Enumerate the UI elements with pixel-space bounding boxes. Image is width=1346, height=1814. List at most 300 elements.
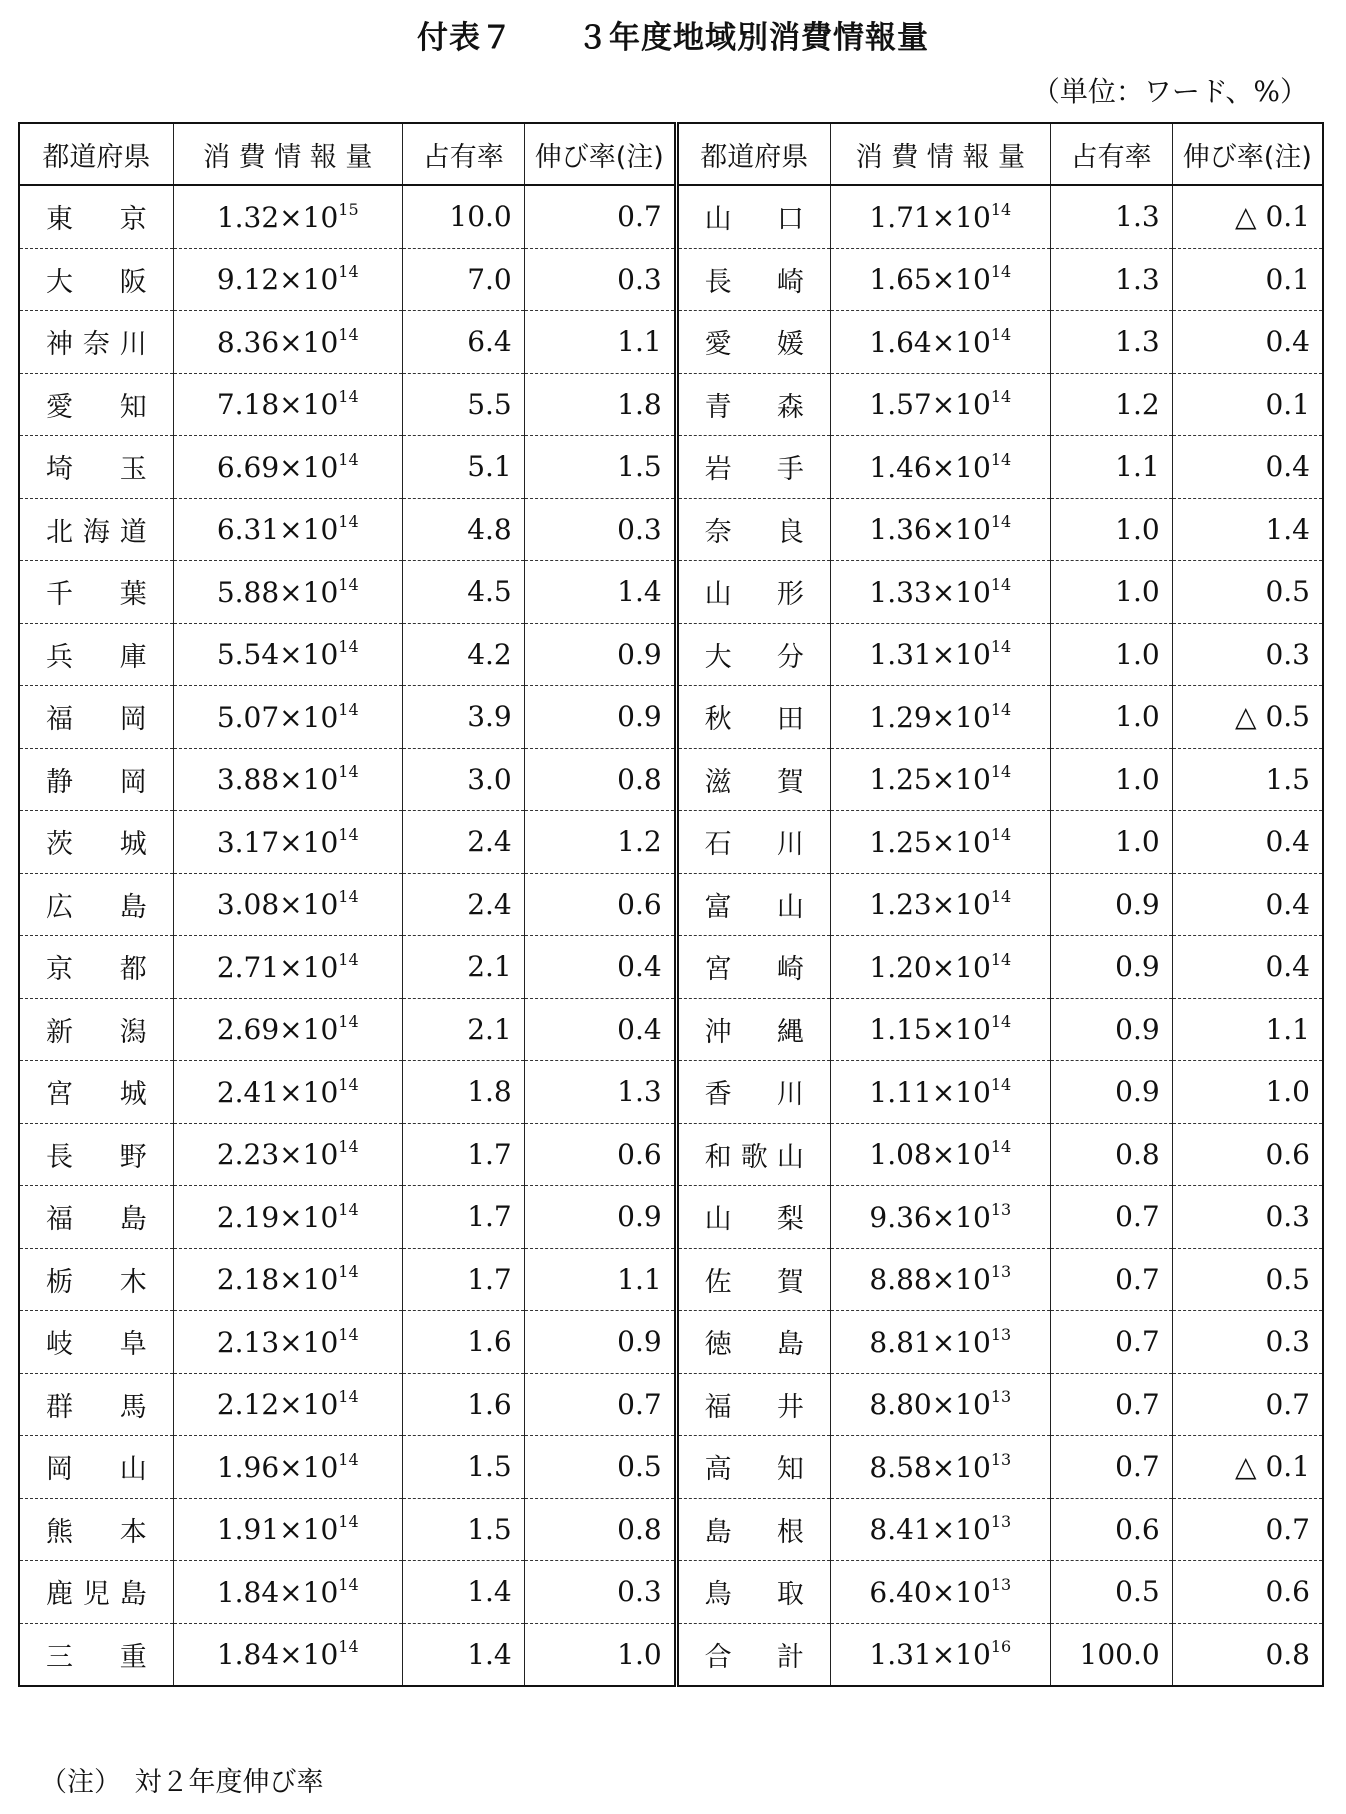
volume-exponent: 13 xyxy=(990,1262,1012,1282)
volume-mantissa: 1.29×10 xyxy=(869,700,991,734)
volume-mantissa: 8.58×10 xyxy=(869,1450,991,1484)
volume-cell xyxy=(830,373,1050,436)
volume-exponent: 14 xyxy=(338,574,359,594)
growth-cell: 0.7 xyxy=(524,1373,676,1436)
volume-mantissa: 2.18×10 xyxy=(216,1263,339,1297)
volume-exponent: 14 xyxy=(338,262,359,282)
volume-exponent: 14 xyxy=(338,1387,359,1407)
share-cell: 2.4 xyxy=(402,811,524,874)
volume-exponent: 14 xyxy=(338,1074,359,1094)
growth-cell: 0.4 xyxy=(524,998,676,1061)
table-row xyxy=(19,748,1323,811)
growth-cell: 0.5 xyxy=(1172,1248,1323,1311)
growth-cell: 0.4 xyxy=(1172,811,1323,874)
volume-mantissa: 1.36×10 xyxy=(869,513,991,547)
table-row xyxy=(19,811,1323,874)
prefecture-cell: 新潟 xyxy=(19,998,173,1061)
prefecture-cell: 岡山 xyxy=(19,1436,173,1499)
share-cell: 2.1 xyxy=(402,998,524,1061)
growth-cell: △ 0.5 xyxy=(1172,686,1323,749)
growth-cell: 0.3 xyxy=(1172,1311,1323,1374)
header-share-right: 占有率 xyxy=(1050,123,1172,185)
table-row xyxy=(19,623,1323,686)
growth-cell: 0.7 xyxy=(1172,1373,1323,1436)
table-row xyxy=(19,1123,1323,1186)
table-row xyxy=(19,1061,1323,1124)
volume-mantissa: 5.54×10 xyxy=(216,638,339,672)
table-title: 付表７ ３年度地域別消費情報量 xyxy=(417,20,929,56)
share-cell: 1.0 xyxy=(1050,623,1172,686)
prefecture-cell: 宮城 xyxy=(19,1061,173,1124)
volume-exponent: 14 xyxy=(990,887,1012,907)
growth-cell: 0.9 xyxy=(524,623,676,686)
header-growth-left: 伸び率(注) xyxy=(524,123,676,185)
table-row xyxy=(19,185,1323,248)
share-cell: 7.0 xyxy=(402,248,524,311)
volume-mantissa: 3.08×10 xyxy=(216,888,339,922)
share-cell: 0.8 xyxy=(1050,1123,1172,1186)
growth-cell: 1.1 xyxy=(1172,998,1323,1061)
volume-cell xyxy=(173,311,402,374)
volume-cell xyxy=(830,873,1050,936)
volume-exponent: 14 xyxy=(338,637,359,657)
table-row xyxy=(19,1436,1323,1499)
volume-exponent: 14 xyxy=(338,387,359,407)
prefecture-cell: 福井 xyxy=(676,1373,830,1436)
volume-mantissa: 1.25×10 xyxy=(869,763,991,797)
volume-mantissa: 3.88×10 xyxy=(216,763,339,797)
volume-cell xyxy=(173,811,402,874)
table-row xyxy=(19,436,1323,499)
share-cell: 1.6 xyxy=(402,1373,524,1436)
prefecture-cell: 香川 xyxy=(676,1061,830,1124)
volume-exponent: 16 xyxy=(990,1637,1012,1657)
volume-cell xyxy=(173,623,402,686)
volume-mantissa: 1.96×10 xyxy=(216,1450,339,1484)
header-pref-left: 都道府県 xyxy=(19,123,173,185)
prefecture-cell: 合計 xyxy=(676,1623,830,1686)
prefecture-cell: 広島 xyxy=(19,873,173,936)
volume-mantissa: 1.91×10 xyxy=(216,1513,339,1547)
volume-cell xyxy=(173,1123,402,1186)
prefecture-cell: 兵庫 xyxy=(19,623,173,686)
volume-cell xyxy=(173,1561,402,1624)
prefecture-cell: 滋賀 xyxy=(676,748,830,811)
volume-cell xyxy=(173,873,402,936)
volume-cell xyxy=(173,248,402,311)
volume-exponent: 14 xyxy=(990,324,1012,344)
share-cell: 1.5 xyxy=(402,1436,524,1499)
volume-mantissa: 2.19×10 xyxy=(216,1200,339,1234)
prefecture-cell: 北海道 xyxy=(19,498,173,561)
volume-cell xyxy=(173,748,402,811)
volume-mantissa: 2.69×10 xyxy=(216,1013,339,1047)
growth-cell: 1.1 xyxy=(524,311,676,374)
prefecture-cell: 奈良 xyxy=(676,498,830,561)
volume-mantissa: 1.11×10 xyxy=(869,1075,991,1109)
volume-exponent: 14 xyxy=(990,1012,1012,1032)
growth-cell: 0.5 xyxy=(524,1436,676,1499)
volume-mantissa: 1.15×10 xyxy=(869,1013,991,1047)
volume-exponent: 14 xyxy=(990,637,1012,657)
growth-cell: 0.8 xyxy=(1172,1623,1323,1686)
prefecture-cell: 岩手 xyxy=(676,436,830,499)
volume-mantissa: 1.84×10 xyxy=(216,1575,339,1609)
growth-cell: 0.5 xyxy=(1172,561,1323,624)
growth-cell: 0.3 xyxy=(524,248,676,311)
volume-mantissa: 2.71×10 xyxy=(216,950,339,984)
volume-cell xyxy=(173,436,402,499)
volume-cell xyxy=(173,1311,402,1374)
growth-cell: 1.4 xyxy=(1172,498,1323,561)
volume-exponent: 14 xyxy=(338,1199,359,1219)
volume-mantissa: 1.20×10 xyxy=(869,950,991,984)
volume-exponent: 14 xyxy=(338,762,359,782)
growth-cell: △ 0.1 xyxy=(1172,185,1323,248)
volume-cell xyxy=(830,1061,1050,1124)
table-row xyxy=(19,373,1323,436)
consumption-table xyxy=(18,122,1324,1687)
growth-cell: 1.5 xyxy=(1172,748,1323,811)
table-row xyxy=(19,686,1323,749)
volume-mantissa: 1.46×10 xyxy=(869,450,991,484)
volume-cell xyxy=(173,561,402,624)
prefecture-cell: 熊本 xyxy=(19,1498,173,1561)
growth-cell: 0.4 xyxy=(1172,873,1323,936)
volume-exponent: 14 xyxy=(338,512,359,532)
volume-mantissa: 9.12×10 xyxy=(216,263,339,297)
prefecture-cell: 愛知 xyxy=(19,373,173,436)
share-cell: 0.5 xyxy=(1050,1561,1172,1624)
growth-cell: 0.9 xyxy=(524,686,676,749)
prefecture-cell: 千葉 xyxy=(19,561,173,624)
prefecture-cell: 茨城 xyxy=(19,811,173,874)
share-cell: 0.9 xyxy=(1050,998,1172,1061)
prefecture-cell: 東京 xyxy=(19,185,173,248)
footnote: （注） 対２年度伸び率 xyxy=(40,1767,324,1798)
volume-exponent: 14 xyxy=(338,1324,359,1344)
share-cell: 1.0 xyxy=(1050,748,1172,811)
table-row xyxy=(19,1311,1323,1374)
volume-mantissa: 8.80×10 xyxy=(869,1388,991,1422)
prefecture-cell: 秋田 xyxy=(676,686,830,749)
volume-cell xyxy=(173,1186,402,1249)
volume-cell xyxy=(173,686,402,749)
volume-exponent: 14 xyxy=(338,449,359,469)
volume-mantissa: 1.57×10 xyxy=(869,388,991,422)
share-cell: 0.6 xyxy=(1050,1498,1172,1561)
volume-mantissa: 3.17×10 xyxy=(216,825,339,859)
share-cell: 3.9 xyxy=(402,686,524,749)
unit-label: （単位：ワード、%） xyxy=(1031,75,1308,108)
prefecture-cell: 埼玉 xyxy=(19,436,173,499)
share-cell: 4.2 xyxy=(402,623,524,686)
share-cell: 0.7 xyxy=(1050,1436,1172,1499)
volume-exponent: 14 xyxy=(338,1449,359,1469)
share-cell: 1.0 xyxy=(1050,811,1172,874)
volume-cell xyxy=(830,1623,1050,1686)
prefecture-cell: 山梨 xyxy=(676,1186,830,1249)
prefecture-cell: 静岡 xyxy=(19,748,173,811)
growth-cell: 1.2 xyxy=(524,811,676,874)
volume-cell xyxy=(830,498,1050,561)
volume-cell xyxy=(173,498,402,561)
growth-cell: 0.4 xyxy=(1172,436,1323,499)
share-cell: 1.3 xyxy=(1050,311,1172,374)
prefecture-cell: 山形 xyxy=(676,561,830,624)
prefecture-cell: 島根 xyxy=(676,1498,830,1561)
prefecture-cell: 石川 xyxy=(676,811,830,874)
volume-cell xyxy=(830,936,1050,999)
growth-cell: 1.5 xyxy=(524,436,676,499)
share-cell: 0.7 xyxy=(1050,1248,1172,1311)
volume-exponent: 14 xyxy=(338,1574,359,1594)
growth-cell: 1.4 xyxy=(524,561,676,624)
volume-cell xyxy=(830,248,1050,311)
share-cell: 1.6 xyxy=(402,1311,524,1374)
volume-exponent: 14 xyxy=(990,824,1012,844)
share-cell: 100.0 xyxy=(1050,1623,1172,1686)
header-volume-left: 消 費 情 報 量 xyxy=(173,123,402,185)
growth-cell: 0.1 xyxy=(1172,373,1323,436)
table-row xyxy=(19,1248,1323,1311)
prefecture-cell: 和歌山 xyxy=(676,1123,830,1186)
share-cell: 3.0 xyxy=(402,748,524,811)
growth-cell: 0.8 xyxy=(524,1498,676,1561)
prefecture-cell: 岐阜 xyxy=(19,1311,173,1374)
share-cell: 10.0 xyxy=(402,185,524,248)
prefecture-cell: 徳島 xyxy=(676,1311,830,1374)
volume-mantissa: 1.08×10 xyxy=(869,1138,991,1172)
growth-cell: 0.3 xyxy=(1172,623,1323,686)
volume-cell xyxy=(830,311,1050,374)
share-cell: 2.1 xyxy=(402,936,524,999)
prefecture-cell: 富山 xyxy=(676,873,830,936)
volume-mantissa: 1.65×10 xyxy=(869,263,991,297)
volume-cell xyxy=(830,748,1050,811)
volume-exponent: 14 xyxy=(990,1074,1012,1094)
prefecture-cell: 宮崎 xyxy=(676,936,830,999)
growth-cell: △ 0.1 xyxy=(1172,1436,1323,1499)
volume-cell xyxy=(173,373,402,436)
growth-cell: 0.6 xyxy=(524,1123,676,1186)
prefecture-cell: 長崎 xyxy=(676,248,830,311)
volume-mantissa: 7.18×10 xyxy=(216,388,339,422)
prefecture-cell: 福島 xyxy=(19,1186,173,1249)
share-cell: 0.7 xyxy=(1050,1186,1172,1249)
volume-mantissa: 5.88×10 xyxy=(216,575,339,609)
share-cell: 1.7 xyxy=(402,1186,524,1249)
share-cell: 1.7 xyxy=(402,1123,524,1186)
table-row xyxy=(19,1623,1323,1686)
volume-mantissa: 1.64×10 xyxy=(869,325,991,359)
volume-exponent: 14 xyxy=(338,949,359,969)
volume-cell xyxy=(830,623,1050,686)
volume-cell xyxy=(173,1248,402,1311)
volume-mantissa: 1.23×10 xyxy=(869,888,991,922)
volume-cell xyxy=(830,1248,1050,1311)
volume-mantissa: 1.31×10 xyxy=(869,638,991,672)
share-cell: 4.8 xyxy=(402,498,524,561)
volume-mantissa: 8.36×10 xyxy=(216,325,339,359)
volume-mantissa: 1.25×10 xyxy=(869,825,991,859)
volume-mantissa: 8.88×10 xyxy=(869,1263,991,1297)
share-cell: 1.4 xyxy=(402,1623,524,1686)
growth-cell: 1.1 xyxy=(524,1248,676,1311)
volume-mantissa: 1.32×10 xyxy=(216,200,339,234)
share-cell: 0.9 xyxy=(1050,873,1172,936)
volume-cell xyxy=(830,811,1050,874)
prefecture-cell: 鹿児島 xyxy=(19,1561,173,1624)
volume-cell xyxy=(830,1498,1050,1561)
prefecture-cell: 京都 xyxy=(19,936,173,999)
volume-exponent: 14 xyxy=(990,574,1012,594)
share-cell: 1.0 xyxy=(1050,498,1172,561)
volume-cell xyxy=(173,1623,402,1686)
volume-mantissa: 6.40×10 xyxy=(869,1575,991,1609)
header-growth-right: 伸び率(注) xyxy=(1172,123,1323,185)
header-row xyxy=(19,123,1323,185)
growth-cell: 0.4 xyxy=(1172,936,1323,999)
volume-exponent: 14 xyxy=(338,1137,359,1157)
volume-cell xyxy=(830,185,1050,248)
volume-exponent: 14 xyxy=(990,699,1012,719)
prefecture-cell: 佐賀 xyxy=(676,1248,830,1311)
growth-cell: 0.7 xyxy=(524,185,676,248)
header-share-left: 占有率 xyxy=(402,123,524,185)
volume-cell xyxy=(830,1436,1050,1499)
volume-cell xyxy=(173,1373,402,1436)
growth-cell: 1.0 xyxy=(524,1623,676,1686)
share-cell: 0.9 xyxy=(1050,936,1172,999)
header-volume-right: 消 費 情 報 量 xyxy=(830,123,1050,185)
volume-mantissa: 2.23×10 xyxy=(216,1138,339,1172)
volume-mantissa: 2.12×10 xyxy=(216,1388,339,1422)
growth-cell: 0.4 xyxy=(524,936,676,999)
volume-mantissa: 1.84×10 xyxy=(216,1638,339,1672)
table-row xyxy=(19,248,1323,311)
growth-cell: 0.3 xyxy=(524,1561,676,1624)
share-cell: 5.1 xyxy=(402,436,524,499)
share-cell: 2.4 xyxy=(402,873,524,936)
volume-exponent: 14 xyxy=(338,1012,359,1032)
growth-cell: 0.9 xyxy=(524,1186,676,1249)
table-row xyxy=(19,1498,1323,1561)
prefecture-cell: 高知 xyxy=(676,1436,830,1499)
volume-exponent: 14 xyxy=(990,199,1012,219)
volume-exponent: 13 xyxy=(990,1574,1012,1594)
share-cell: 1.4 xyxy=(402,1561,524,1624)
growth-cell: 0.1 xyxy=(1172,248,1323,311)
volume-mantissa: 6.31×10 xyxy=(216,513,339,547)
volume-exponent: 14 xyxy=(338,1637,359,1657)
growth-cell: 0.4 xyxy=(1172,311,1323,374)
prefecture-cell: 愛媛 xyxy=(676,311,830,374)
header-pref-right: 都道府県 xyxy=(676,123,830,185)
volume-mantissa: 8.81×10 xyxy=(869,1325,991,1359)
share-cell: 1.7 xyxy=(402,1248,524,1311)
volume-mantissa: 1.71×10 xyxy=(869,200,991,234)
growth-cell: 0.6 xyxy=(1172,1123,1323,1186)
share-cell: 1.1 xyxy=(1050,436,1172,499)
volume-cell xyxy=(173,185,402,248)
growth-cell: 1.3 xyxy=(524,1061,676,1124)
prefecture-cell: 神奈川 xyxy=(19,311,173,374)
volume-mantissa: 1.31×10 xyxy=(869,1638,991,1672)
growth-cell: 1.8 xyxy=(524,373,676,436)
growth-cell: 0.8 xyxy=(524,748,676,811)
volume-mantissa: 2.13×10 xyxy=(216,1325,339,1359)
volume-cell xyxy=(173,998,402,1061)
volume-exponent: 14 xyxy=(990,1137,1012,1157)
volume-exponent: 13 xyxy=(990,1199,1012,1219)
volume-exponent: 14 xyxy=(990,762,1012,782)
share-cell: 5.5 xyxy=(402,373,524,436)
share-cell: 1.0 xyxy=(1050,686,1172,749)
volume-exponent: 14 xyxy=(990,262,1012,282)
share-cell: 1.0 xyxy=(1050,561,1172,624)
prefecture-cell: 栃木 xyxy=(19,1248,173,1311)
share-cell: 1.5 xyxy=(402,1498,524,1561)
table-row xyxy=(19,936,1323,999)
prefecture-cell: 山口 xyxy=(676,185,830,248)
growth-cell: 0.6 xyxy=(524,873,676,936)
volume-exponent: 14 xyxy=(338,1262,359,1282)
growth-cell: 1.0 xyxy=(1172,1061,1323,1124)
volume-cell xyxy=(830,561,1050,624)
growth-cell: 0.3 xyxy=(524,498,676,561)
table-row xyxy=(19,498,1323,561)
share-cell: 0.9 xyxy=(1050,1061,1172,1124)
table-row xyxy=(19,1561,1323,1624)
volume-mantissa: 6.69×10 xyxy=(216,450,339,484)
volume-cell xyxy=(173,936,402,999)
share-cell: 1.3 xyxy=(1050,185,1172,248)
volume-exponent: 13 xyxy=(990,1324,1012,1344)
share-cell: 0.7 xyxy=(1050,1373,1172,1436)
volume-exponent: 14 xyxy=(990,387,1012,407)
volume-cell xyxy=(173,1436,402,1499)
share-cell: 1.3 xyxy=(1050,248,1172,311)
share-cell: 1.2 xyxy=(1050,373,1172,436)
volume-mantissa: 2.41×10 xyxy=(216,1075,339,1109)
volume-cell xyxy=(830,1311,1050,1374)
volume-cell xyxy=(830,686,1050,749)
volume-exponent: 13 xyxy=(990,1512,1012,1532)
table-row xyxy=(19,311,1323,374)
table-row xyxy=(19,1186,1323,1249)
prefecture-cell: 大阪 xyxy=(19,248,173,311)
volume-exponent: 14 xyxy=(338,824,359,844)
volume-exponent: 14 xyxy=(338,1512,359,1532)
volume-exponent: 14 xyxy=(338,699,359,719)
volume-exponent: 15 xyxy=(338,199,359,219)
volume-mantissa: 5.07×10 xyxy=(216,700,339,734)
prefecture-cell: 鳥取 xyxy=(676,1561,830,1624)
volume-exponent: 14 xyxy=(990,449,1012,469)
growth-cell: 0.7 xyxy=(1172,1498,1323,1561)
prefecture-cell: 福岡 xyxy=(19,686,173,749)
volume-cell xyxy=(830,1186,1050,1249)
volume-cell xyxy=(830,436,1050,499)
growth-cell: 0.9 xyxy=(524,1311,676,1374)
table-row xyxy=(19,1373,1323,1436)
volume-exponent: 14 xyxy=(338,887,359,907)
prefecture-cell: 群馬 xyxy=(19,1373,173,1436)
volume-exponent: 14 xyxy=(990,512,1012,532)
share-cell: 4.5 xyxy=(402,561,524,624)
volume-cell xyxy=(830,1123,1050,1186)
